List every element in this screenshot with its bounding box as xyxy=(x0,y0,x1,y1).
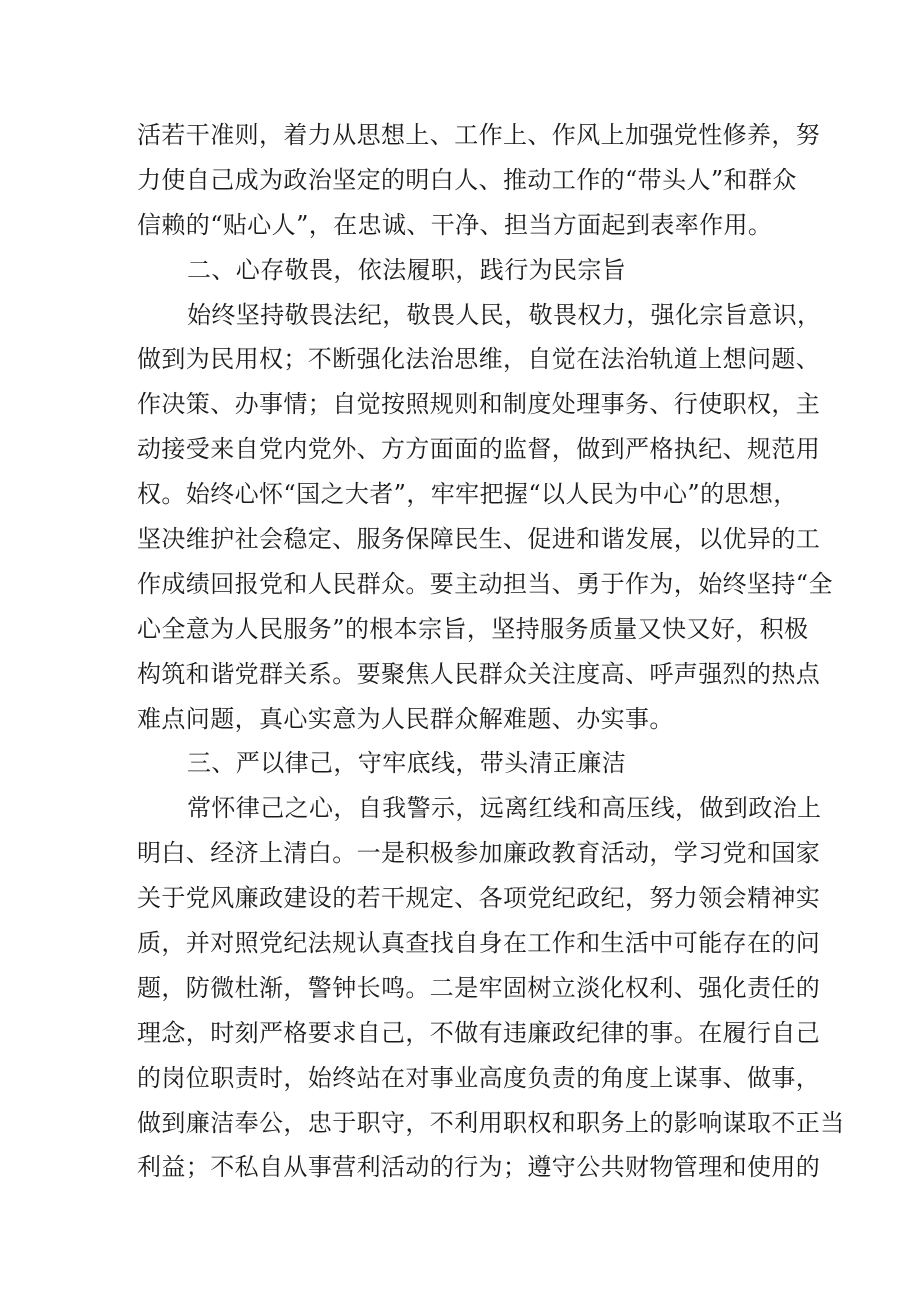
text-line: 动接受来自党内党外、方方面面的监督，做到严格执纪、规范用 xyxy=(137,435,821,464)
text-line: 作成绩回报党和人民群众。要主动担当、勇于作为，始终坚持“全 xyxy=(137,569,833,598)
document-body xyxy=(137,113,845,1190)
text-line: 题，防微杜渐，警钟长鸣。二是牢固树立淡化权利、强化责任的 xyxy=(137,973,821,1002)
text-line: 信赖的“贴心人”，在忠诚、干净、担当方面起到表率作用。 xyxy=(137,210,773,239)
section-heading: 二、心存敬畏，依法履职，践行为民宗旨 xyxy=(187,255,627,284)
text-line: 利益；不私自从事营利活动的行为；遵守公共财物管理和使用的 xyxy=(137,1153,821,1182)
text-line: 构筑和谐党群关系。要聚焦人民群众关注度高、呼声强烈的热点 xyxy=(137,659,821,688)
text-line: 关于党风廉政建设的若干规定、各项党纪政纪，努力领会精神实 xyxy=(137,884,821,913)
text-line: 做到为民用权；不断强化法治思维，自觉在法治轨道上想问题、 xyxy=(137,345,821,374)
text-line: 做到廉洁奉公，忠于职守，不利用职权和职务上的影响谋取不正当 xyxy=(137,1108,845,1137)
text-line: 明白、经济上清白。一是积极参加廉政教育活动，学习党和国家 xyxy=(137,839,821,868)
text-line: 难点问题，真心实意为人民群众解难题、办实事。 xyxy=(137,704,674,733)
text-line: 理念，时刻严格要求自己，不做有违廉政纪律的事。在履行自己 xyxy=(137,1018,821,1047)
section-heading: 三、严以律己，守牢底线，带头清正廉洁 xyxy=(187,749,627,778)
text-line: 活若干准则，着力从思想上、工作上、作风上加强党性修养，努 xyxy=(137,121,821,149)
text-line: 权。始终心怀“国之大者”，牢牢把握“以人民为中心”的思想， xyxy=(137,480,798,509)
text-line: 始终坚持敬畏法纪，敬畏人民，敬畏权力，强化宗旨意识， xyxy=(187,300,822,329)
text-line: 坚决维护社会稳定、服务保障民生、促进和谐发展，以优异的工 xyxy=(137,525,821,554)
text-line: 质，并对照党纪法规认真查找自身在工作和生活中可能存在的问 xyxy=(137,929,821,958)
text-line: 作决策、办事情；自觉按照规则和制度处理事务、行使职权，主 xyxy=(137,390,821,419)
text-line: 的岗位职责时，始终站在对事业高度负责的角度上谋事、做事， xyxy=(137,1063,821,1092)
text-line: 力使自己成为政治坚定的明白人、推动工作的“带头人”和群众 xyxy=(137,165,797,194)
text-line: 心全意为人民服务”的根本宗旨，坚持服务质量又快又好，积极 xyxy=(137,614,809,643)
text-line: 常怀律己之心，自我警示，远离红线和高压线，做到政治上 xyxy=(187,794,822,823)
